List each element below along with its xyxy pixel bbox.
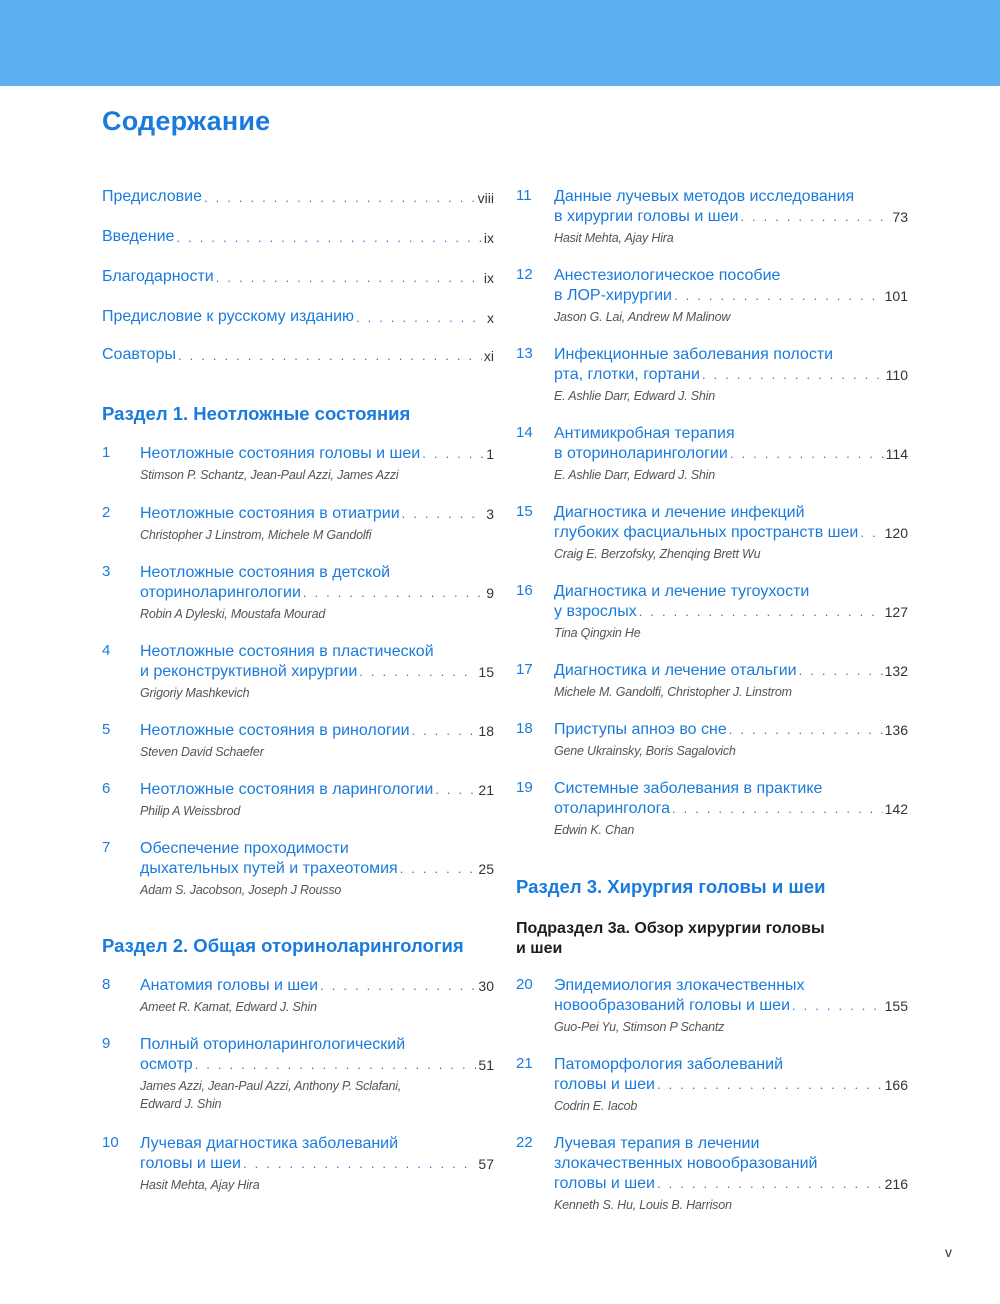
chapter-title-line — [140, 662, 494, 682]
chapter-title-line — [554, 582, 908, 602]
dot-leader — [740, 207, 890, 227]
chapter-title: головы и шеи — [140, 1155, 241, 1172]
chapter-title-line — [140, 780, 494, 800]
page-number: v — [945, 1244, 952, 1260]
dot-leader — [799, 661, 883, 681]
chapter-title: Приступы апноэ во сне — [554, 721, 727, 738]
chapter-number: 18 — [516, 720, 533, 737]
dot-leader — [702, 365, 884, 385]
chapter-number: 2 — [102, 504, 111, 521]
chapter-title-line — [554, 779, 908, 799]
page-ref: 132 — [884, 663, 908, 679]
chapter-title-line — [554, 1055, 908, 1075]
chapter-number: 6 — [102, 780, 111, 797]
chapter-title-line — [554, 661, 908, 681]
entry-label: Введение — [102, 228, 175, 245]
section-heading-1: Раздел 1. Неотложные состояния — [102, 403, 411, 424]
chapter-number: 19 — [516, 779, 533, 796]
chapter-number: 11 — [516, 187, 532, 204]
chapter-title: дыхательных путей и трахеотомия — [140, 860, 398, 877]
page-ref: 3 — [486, 506, 494, 522]
dot-leader — [400, 859, 477, 879]
chapter-authors: Christopher J Linstrom, Michele M Gandolfi — [140, 528, 372, 542]
front-matter-entry[interactable] — [102, 268, 494, 288]
chapter-title: в оториноларингологии — [554, 445, 728, 462]
dot-leader — [422, 444, 484, 464]
chapter-title: Данные лучевых методов исследования — [554, 188, 855, 205]
chapter-title-line — [554, 1154, 908, 1174]
page-ref: 57 — [478, 1156, 494, 1172]
chapter-title-line — [554, 1134, 908, 1154]
dot-leader — [320, 976, 476, 996]
page-ref: 136 — [884, 722, 908, 738]
page-ref: 155 — [884, 998, 908, 1014]
entry-label: Предисловие к русскому изданию — [102, 308, 355, 325]
chapter-authors: E. Ashlie Darr, Edward J. Shin — [554, 468, 715, 482]
chapter-title: Неотложные состояния в детской — [140, 564, 391, 581]
chapter-authors: Grigoriy Mashkevich — [140, 686, 250, 700]
chapter-number: 13 — [516, 345, 533, 362]
chapter-title-line — [554, 187, 908, 207]
chapter-title: злокачественных новообразований — [554, 1155, 818, 1172]
chapter-title-line — [554, 523, 908, 543]
chapter-number: 3 — [102, 563, 111, 580]
front-matter-entry[interactable] — [102, 308, 494, 328]
front-matter-entry[interactable] — [102, 188, 494, 208]
chapter-title-line — [554, 365, 908, 385]
chapter-title-line — [140, 839, 494, 859]
chapter-title-line — [140, 721, 494, 741]
chapter-title: Эпидемиология злокачественных — [554, 977, 805, 994]
chapter-number: 15 — [516, 503, 533, 520]
page-ref: 127 — [884, 604, 908, 620]
chapter-title: отоларинголога — [554, 800, 670, 817]
page-ref: 9 — [486, 585, 494, 601]
chapter-authors: Tina Qingxin He — [554, 626, 641, 640]
subsection-heading-3a — [516, 919, 876, 959]
page-ref: ix — [483, 270, 494, 286]
page-ref: 15 — [478, 664, 494, 680]
section-heading-3: Раздел 3. Хирургия головы и шеи — [516, 876, 826, 897]
top-banner — [0, 0, 1000, 86]
chapter-title: Неотложные состояния в отиатрии — [140, 505, 400, 522]
page-title: Содержание — [102, 106, 271, 136]
chapter-authors: Ameet R. Kamat, Edward J. Shin — [140, 1000, 317, 1014]
chapter-number: 4 — [102, 642, 111, 659]
chapter-title: Неотложные состояния в ринологии — [140, 722, 410, 739]
chapter-title: Анатомия головы и шеи — [140, 977, 319, 994]
dot-leader — [204, 188, 476, 208]
dot-leader — [860, 523, 882, 543]
page-ref: 216 — [884, 1176, 908, 1192]
chapter-authors: Jason G. Lai, Andrew M Malinow — [554, 310, 731, 324]
page-ref: viii — [477, 190, 494, 206]
chapter-number: 7 — [102, 839, 111, 856]
chapter-authors: Stimson P. Schantz, Jean-Paul Azzi, James Azzi — [140, 468, 399, 482]
chapter-title: головы и шеи — [554, 1076, 655, 1093]
dot-leader — [303, 583, 484, 603]
chapter-number: 8 — [102, 976, 111, 993]
chapter-authors: Guo-Pei Yu, Stimson P Schantz — [554, 1020, 725, 1034]
chapter-title: Патоморфология заболеваний — [554, 1056, 784, 1073]
page-ref: xi — [483, 348, 494, 364]
chapter-title: и реконструктивной хирургии — [140, 663, 358, 680]
dot-leader — [729, 720, 883, 740]
dot-leader — [435, 780, 476, 800]
chapter-title: у взрослых — [554, 603, 637, 620]
chapter-authors: Codrin E. Iacob — [554, 1099, 638, 1113]
chapter-authors: Philip A Weissbrod — [140, 804, 241, 818]
chapter-authors: Hasit Mehta, Ajay Hira — [554, 231, 674, 245]
dot-leader — [639, 602, 883, 622]
dot-leader — [402, 504, 485, 524]
chapter-number: 5 — [102, 721, 111, 738]
dot-leader — [178, 346, 482, 366]
chapter-authors: Kenneth S. Hu, Louis B. Harrison — [554, 1198, 732, 1212]
chapter-number: 16 — [516, 582, 533, 599]
chapter-title: глубоких фасциальных пространств шеи — [554, 524, 859, 541]
dot-leader — [176, 228, 481, 248]
subsection-heading-line: Подраздел 3a. Обзор хирургии головы — [516, 920, 825, 937]
entry-label: Благодарности — [102, 268, 214, 285]
dot-leader — [730, 444, 884, 464]
chapter-title: Анестезиологическое пособие — [554, 267, 781, 284]
chapter-title: Диагностика и лечение тугоухости — [554, 583, 810, 600]
chapter-title: осмотр — [140, 1056, 193, 1073]
page-ref: 18 — [478, 723, 494, 739]
chapter-title-line — [554, 602, 908, 622]
chapter-title-line — [554, 286, 908, 306]
chapter-title-line — [140, 583, 494, 603]
front-matter-entry[interactable] — [102, 228, 494, 248]
chapter-number: 22 — [516, 1134, 533, 1151]
dot-leader — [359, 662, 476, 682]
chapter-number: 9 — [102, 1035, 111, 1052]
chapter-authors: Steven David Schaefer — [140, 745, 264, 759]
page-ref: 51 — [478, 1057, 494, 1073]
chapter-title-line — [140, 504, 494, 524]
chapter-title: Инфекционные заболевания полости — [554, 346, 834, 363]
chapter-title: головы и шеи — [554, 1175, 655, 1192]
page-ref: 142 — [884, 801, 908, 817]
page-ref: 73 — [892, 209, 908, 225]
page-ref: 120 — [884, 525, 908, 541]
chapter-title: Неотложные состояния головы и шеи — [140, 445, 421, 462]
chapter-authors: Craig E. Berzofsky, Zhenqing Brett Wu — [554, 547, 761, 561]
chapter-authors: Michele M. Gandolfi, Christopher J. Linstrom — [554, 685, 792, 699]
dot-leader — [657, 1174, 883, 1194]
chapter-title-line — [140, 444, 494, 464]
entry-label: Соавторы — [102, 346, 176, 363]
chapter-title-line — [554, 207, 908, 227]
chapter-authors: Robin A Dyleski, Moustafa Mourad — [140, 607, 326, 621]
chapter-title: Неотложные состояния в ларингологии — [140, 781, 434, 798]
chapter-title: в ЛОР-хирургии — [554, 287, 672, 304]
dot-leader — [657, 1075, 883, 1095]
chapter-title: Обеспечение проходимости — [140, 840, 349, 857]
chapter-authors: Edward J. Shin — [140, 1097, 222, 1111]
page-ref: ix — [483, 230, 494, 246]
page-ref: 30 — [478, 978, 494, 994]
chapter-title-line — [554, 996, 908, 1016]
chapter-title-line — [554, 799, 908, 819]
chapter-title: Полный оториноларингологический — [140, 1036, 406, 1053]
chapter-title-line — [140, 859, 494, 879]
chapter-title-line — [554, 1075, 908, 1095]
chapter-title: Антимикробная терапия — [554, 425, 735, 442]
chapter-title-line — [140, 563, 494, 583]
page-ref: 101 — [884, 288, 908, 304]
subsection-heading-line: и шеи — [516, 940, 563, 957]
chapter-number: 12 — [516, 266, 533, 283]
page-ref: 25 — [478, 861, 494, 877]
chapter-title-line — [554, 424, 908, 444]
chapter-number: 10 — [102, 1134, 119, 1151]
page-ref: 21 — [478, 782, 494, 798]
dot-leader — [412, 721, 477, 741]
page-ref: 1 — [486, 446, 494, 462]
chapter-title-line — [140, 1055, 494, 1075]
chapter-authors: E. Ashlie Darr, Edward J. Shin — [554, 389, 715, 403]
chapter-title-line — [140, 642, 494, 662]
chapter-title-line — [140, 1154, 494, 1174]
dot-leader — [195, 1055, 477, 1075]
chapter-title-line — [140, 1134, 494, 1154]
chapter-title: новообразований головы и шеи — [554, 997, 791, 1014]
chapter-title: в хирургии головы и шеи — [554, 208, 739, 225]
chapter-title-line — [554, 444, 908, 464]
chapter-number: 14 — [516, 424, 533, 441]
chapter-title-line — [140, 976, 494, 996]
dot-leader — [674, 286, 883, 306]
chapter-title: Системные заболевания в практике — [554, 780, 823, 797]
chapter-title: Диагностика и лечение отальгии — [554, 662, 797, 679]
chapter-number: 1 — [102, 444, 111, 461]
page-ref: x — [487, 310, 494, 326]
chapter-authors: Adam S. Jacobson, Joseph J Rousso — [140, 883, 342, 897]
dot-leader — [216, 268, 482, 288]
chapter-title-line — [554, 976, 908, 996]
chapter-title-line — [554, 503, 908, 523]
chapter-title: оториноларингологии — [140, 584, 301, 601]
page-ref: 110 — [885, 367, 908, 383]
dot-leader — [243, 1154, 476, 1174]
chapter-authors: Gene Ukrainsky, Boris Sagalovich — [554, 744, 736, 758]
chapter-title: Диагностика и лечение инфекций — [554, 504, 805, 521]
dot-leader — [356, 308, 485, 328]
chapter-authors: Hasit Mehta, Ajay Hira — [140, 1178, 260, 1192]
chapter-title-line — [554, 345, 908, 365]
entry-label: Предисловие — [102, 188, 202, 205]
section-heading-2: Раздел 2. Общая оториноларингология — [102, 935, 464, 956]
front-matter-entry[interactable] — [102, 346, 494, 366]
chapter-title: рта, глотки, гортани — [554, 366, 700, 383]
chapter-title-line — [554, 1174, 908, 1194]
page-ref: 166 — [884, 1077, 908, 1093]
chapter-title-line — [140, 1035, 494, 1055]
chapter-authors: James Azzi, Jean-Paul Azzi, Anthony P. Sclafani, — [140, 1079, 402, 1093]
dot-leader — [792, 996, 883, 1016]
chapter-title: Неотложные состояния в пластической — [140, 643, 434, 660]
chapter-number: 21 — [516, 1055, 533, 1072]
chapter-title-line — [554, 720, 908, 740]
dot-leader — [672, 799, 883, 819]
chapter-number: 17 — [516, 661, 533, 678]
chapter-title-line — [554, 266, 908, 286]
chapter-authors: Edwin K. Chan — [554, 823, 635, 837]
chapter-title: Лучевая диагностика заболеваний — [140, 1135, 399, 1152]
chapter-number: 20 — [516, 976, 533, 993]
page-ref: 114 — [885, 446, 908, 462]
chapter-title: Лучевая терапия в лечении — [554, 1135, 760, 1152]
